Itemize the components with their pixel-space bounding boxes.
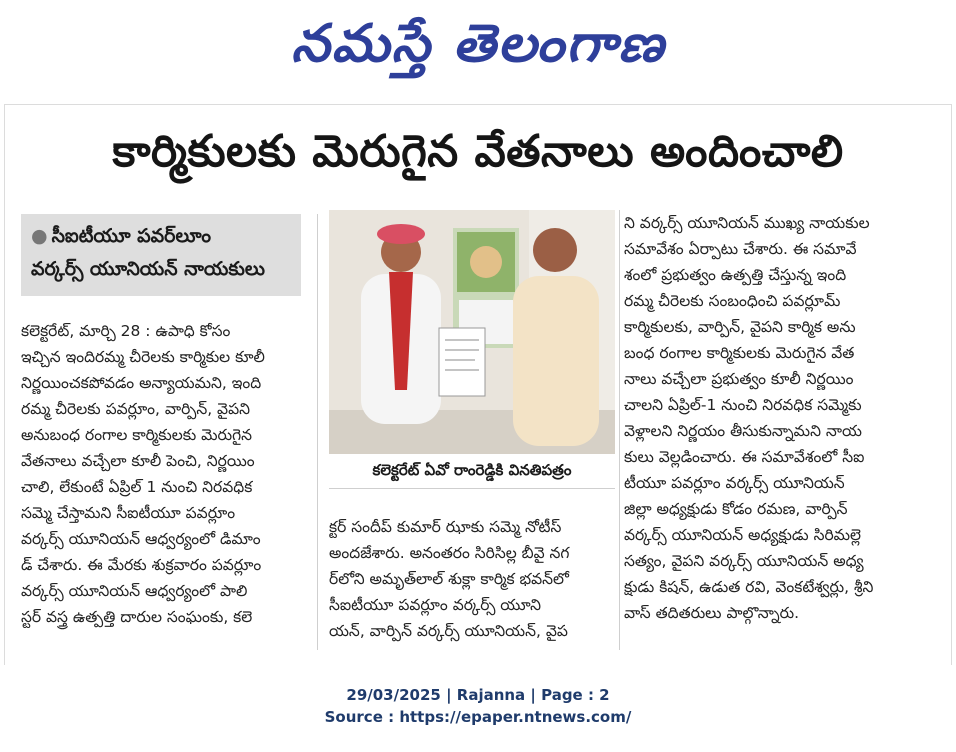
article-text-line: క్టర్ సందీప్ కుమార్ ఝాకు సమ్మె నోటీస్ bbox=[329, 518, 562, 536]
article-text-line: స్టర్ వస్త్ర ఉత్పత్తి దారుల సంఘంకు, కలె bbox=[21, 608, 253, 626]
article-text-line: శంలో ప్రభుత్వం ఉత్పత్తి చేస్తున్న ఇంది bbox=[624, 266, 847, 284]
article-subheading bbox=[21, 214, 301, 296]
article-text-line: అందజేశారు. అనంతరం సిరిసిల్ల బీవై నగ bbox=[329, 544, 570, 562]
article-text-line: వాస్ తదితరులు పాల్గొన్నారు. bbox=[624, 604, 800, 622]
masthead-logo: నమస్తే తెలంగాణ bbox=[290, 13, 666, 74]
article-text-line: కలెక్టరేట్, మార్చి 28 : ఉపాధి కోసం bbox=[21, 322, 231, 340]
article-text-line: రమ్మ చీరెలకు సంబంధించి పవర్లూమ్ bbox=[624, 292, 841, 310]
article-text-line: ఇచ్చిన ఇందిరమ్మ చీరెలకు కార్మికుల కూలీ bbox=[21, 348, 265, 366]
article-text-line: నిర్ణయించకపోవడం అన్యాయమని, ఇంది bbox=[21, 374, 262, 392]
page-footer bbox=[0, 684, 956, 728]
article-column-3 bbox=[624, 210, 944, 626]
photo-image bbox=[329, 210, 615, 454]
article-text-line: సత్యం, వైపని వర్కర్స్ యూనియన్ అధ్య bbox=[624, 552, 864, 570]
article-text-line: సమావేశం ఏర్పాటు చేశారు. ఈ సమావే bbox=[624, 240, 857, 258]
article-column-2 bbox=[329, 514, 615, 644]
subhead-line-2: వర్కర్స్ యూనియన్ నాయకులు bbox=[31, 258, 265, 280]
article-text-line: సీఐటీయూ పవర్లూం వర్కర్స్ యూని bbox=[329, 596, 541, 614]
article-text-line: డ్ చేశారు. ఈ మేరకు శుక్రవారం పవర్లూం bbox=[21, 556, 262, 574]
article-text-line: జిల్లా అధ్యక్షుడు కోడం రమణ, వార్పిన్ bbox=[624, 500, 848, 518]
subhead-line-1: సీఐటీయూ పవర్‌లూం bbox=[51, 225, 212, 247]
photo-caption: కలెక్టరేట్ ఏవో రాంరెడ్డికి వినతిపత్రం bbox=[329, 456, 615, 489]
article-text-line: వర్కర్స్ యూనియన్ ఆధ్వర్యంలో పాలి bbox=[21, 582, 248, 600]
article-text-line: కులు వెల్లడించారు. ఈ సమావేశంలో సీఐ bbox=[624, 448, 865, 466]
article-text-line: చాలని ఏప్రిల్-1 నుంచి నిరవధిక సమ్మెకు bbox=[624, 396, 862, 414]
article-photo bbox=[329, 210, 615, 454]
article-text-line: యన్, వార్పిన్ వర్కర్స్ యూనియన్, వైప bbox=[329, 622, 568, 640]
article-text-line: వర్కర్స్ యూనియన్ అధ్యక్షుడు సిరిమల్లె bbox=[624, 526, 862, 544]
article-text-line: రమ్మ చీరెలకు పవర్లూం, వార్పిన్, వైపని bbox=[21, 400, 250, 418]
article-text-line: బంధ రంగాల కార్మికులకు మెరుగైన వేత bbox=[624, 344, 855, 362]
article-text-line: వెళ్లాలని నిర్ణయం తీసుకున్నామని నాయ bbox=[624, 422, 862, 440]
article-text-line: వేతనాలు వచ్చేలా కూలీ పెంచి, నిర్ణయిం bbox=[21, 452, 255, 470]
article-text-line: క్షుడు కిషన్, ఉడుత రవి, వెంకటేశ్వర్లు, శ్రీని bbox=[624, 578, 874, 596]
article-text-line: అనుబంధ రంగాల కార్మికులకు మెరుగైన bbox=[21, 426, 253, 444]
article-text-line: ర్‌లోని అమృత్‌లాల్ శుక్లా కార్మిక భవన్‌లో bbox=[329, 570, 569, 588]
bullet-icon: ● bbox=[31, 225, 48, 247]
article-text-line: ని వర్కర్స్ యూనియన్ ముఖ్య నాయకుల bbox=[624, 214, 870, 232]
article-text-line: వర్కర్స్ యూనియన్ ఆధ్వర్యంలో డిమాం bbox=[21, 530, 261, 548]
article-text-line: టీయూ పవర్లూం వర్కర్స్ యూనియన్ bbox=[624, 474, 845, 492]
edition-info: 29/03/2025 | Rajanna | Page : 2 bbox=[346, 686, 610, 704]
masthead bbox=[0, 0, 956, 100]
article-text-line: కార్మికులకు, వార్పిన్, వైపని కార్మిక అను bbox=[624, 318, 856, 336]
article-text-line: నాలు వచ్చేలా ప్రభుత్వం కూలీ నిర్ణయిం bbox=[624, 370, 854, 388]
column-divider bbox=[619, 210, 620, 650]
article-text-line: సమ్మె చేస్తామని సీఐటీయూ పవర్లూం bbox=[21, 504, 236, 522]
source-info: Source : https://epaper.ntnews.com/ bbox=[324, 708, 632, 726]
article-column-1 bbox=[21, 318, 307, 630]
column-divider bbox=[317, 214, 318, 650]
article-headline: కార్మికులకు మెరుగైన వేతనాలు అందించాలి bbox=[112, 126, 844, 177]
article-text-line: చాలి, లేకుంటే ఏప్రిల్ 1 నుంచి నిరవధిక bbox=[21, 478, 253, 496]
